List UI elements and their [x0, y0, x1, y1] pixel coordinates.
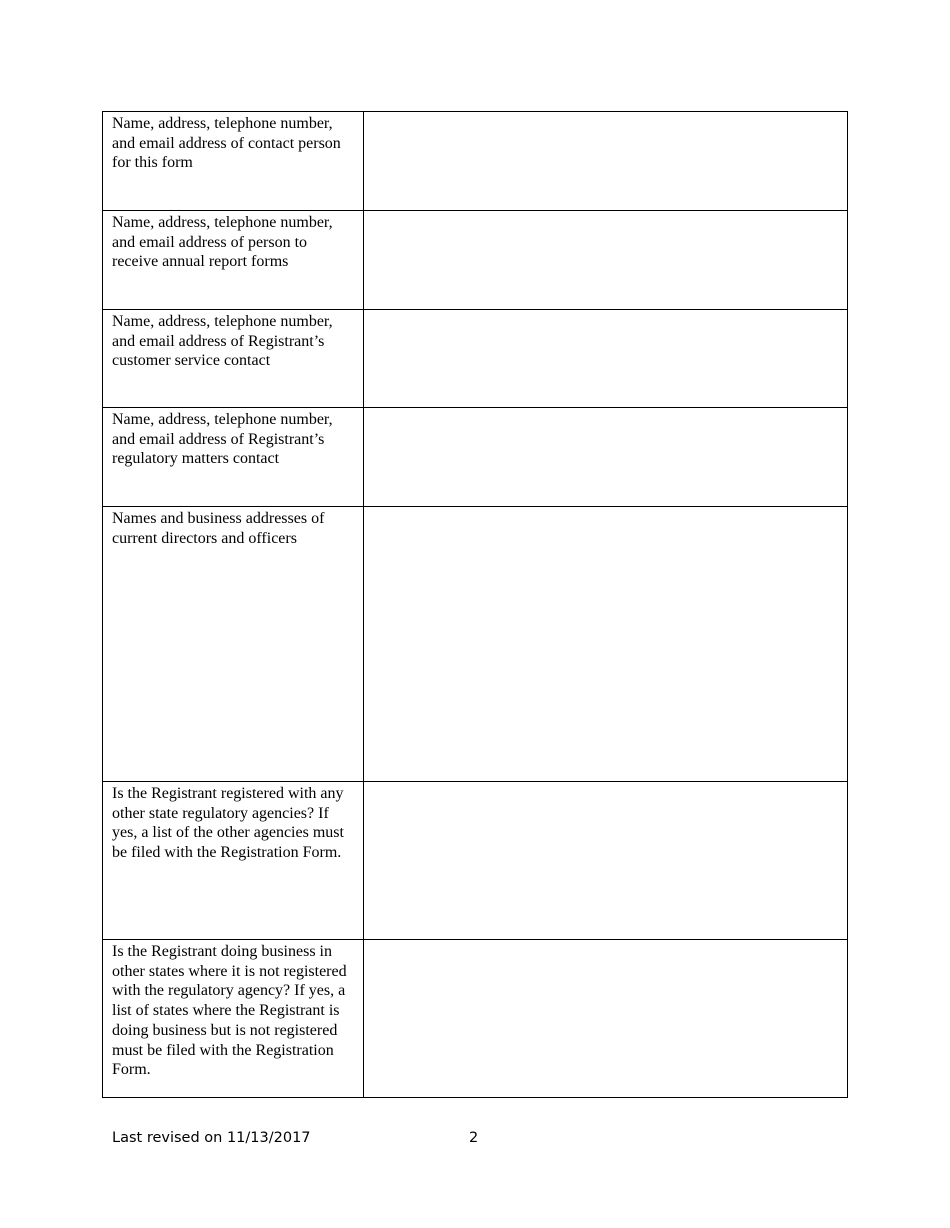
footer-page-number: 2 — [469, 1130, 479, 1146]
customer-service-contact-answer-field[interactable] — [364, 310, 848, 408]
row-label-cell — [103, 408, 364, 507]
form-row-customer-service-contact — [103, 310, 848, 408]
row-label: Is the Registrant doing business in other states where it is not registered with the regulatory agency? If yes, a list of states where the Registrant is doing business but is not registered must be filed with the Registration Form. — [112, 943, 347, 1079]
form-row-annual-report-recipient — [103, 211, 848, 310]
form-row-other-state-registration — [103, 782, 848, 940]
other-state-registration-answer-field[interactable] — [364, 782, 848, 940]
form-row-directors-officers — [103, 507, 848, 782]
row-label: Name, address, telephone number, and email address of person to receive annual report forms — [112, 214, 333, 271]
form-row-regulatory-contact — [103, 408, 848, 507]
footer-revised-date: Last revised on 11/13/2017 — [112, 1130, 311, 1146]
unregistered-states-answer-field[interactable] — [364, 940, 848, 1098]
row-label-cell — [103, 310, 364, 408]
row-label-cell — [103, 782, 364, 940]
form-row-unregistered-states — [103, 940, 848, 1098]
row-label-cell — [103, 507, 364, 782]
directors-officers-answer-field[interactable] — [364, 507, 848, 782]
row-label-cell — [103, 940, 364, 1098]
annual-report-recipient-answer-field[interactable] — [364, 211, 848, 310]
row-label-cell — [103, 211, 364, 310]
row-label: Name, address, telephone number, and email address of Registrant’s regulatory matters contact — [112, 411, 333, 468]
row-label: Name, address, telephone number, and email address of contact person for this form — [112, 115, 341, 172]
form-row-contact-person — [103, 112, 848, 211]
registration-form-table — [102, 111, 848, 1098]
row-label: Names and business addresses of current directors and officers — [112, 510, 325, 547]
contact-person-answer-field[interactable] — [364, 112, 848, 211]
row-label: Name, address, telephone number, and email address of Registrant’s customer service contact — [112, 313, 333, 370]
row-label: Is the Registrant registered with any other state regulatory agencies? If yes, a list of the other agencies must be filed with the Registration Form. — [112, 785, 344, 862]
regulatory-contact-answer-field[interactable] — [364, 408, 848, 507]
row-label-cell — [103, 112, 364, 211]
